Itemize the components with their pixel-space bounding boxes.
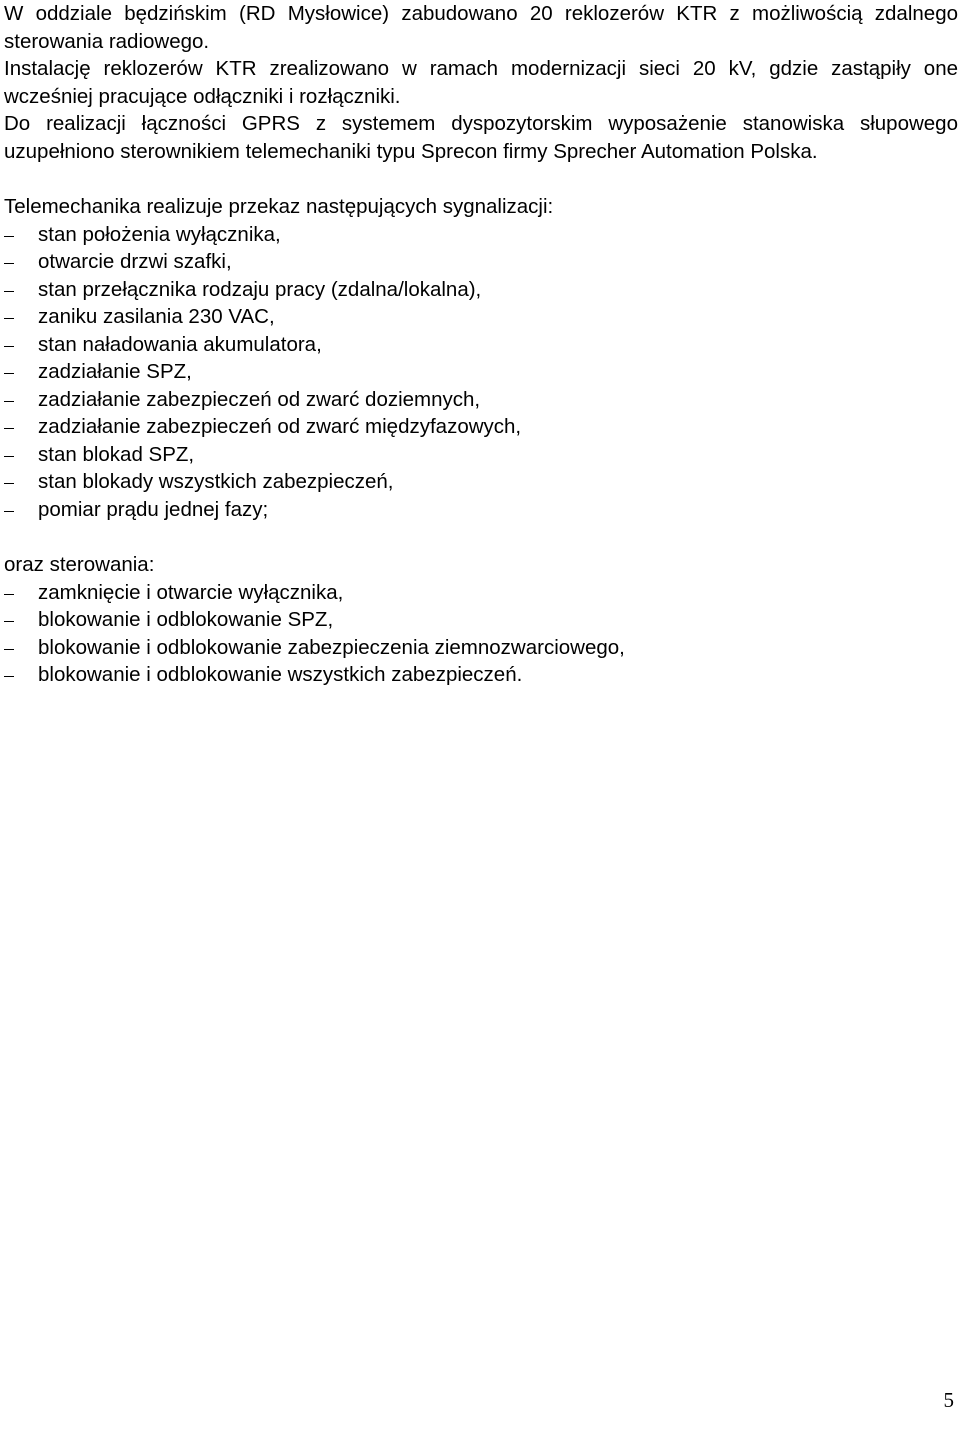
list-item <box>4 276 958 304</box>
list-item <box>4 579 958 607</box>
dash-bullet-icon <box>4 401 14 402</box>
list-item <box>4 441 958 469</box>
dash-bullet-icon <box>4 456 14 457</box>
list-item-text: stan przełącznika rodzaju pracy (zdalna/lokalna), <box>38 277 482 301</box>
dash-bullet-icon <box>4 676 14 677</box>
list-item-text: blokowanie i odblokowanie SPZ, <box>38 608 334 631</box>
paragraph-1: W oddziale będzińskim (RD Mysłowice) zabudowano 20 reklozerów KTR z możliwością zdalnego sterowania radiowego. <box>4 2 958 53</box>
paragraph-gap <box>4 165 958 193</box>
dash-bullet-icon <box>4 594 14 595</box>
list-item-text: pomiar prądu jednej fazy; <box>38 497 269 521</box>
list-item-text: blokowanie i odblokowanie zabezpieczenia ziemnozwarciowego, <box>38 635 625 659</box>
list-item <box>4 221 958 249</box>
dash-bullet-icon <box>4 346 14 347</box>
list-item-text: stan położenia wyłącznika, <box>38 222 281 246</box>
controls-list <box>4 579 958 689</box>
list-item <box>4 634 958 662</box>
list-item <box>4 413 958 441</box>
signals-intro: Telemechanika realizuje przekaz następujących sygnalizacji: <box>4 195 554 218</box>
dash-bullet-icon <box>4 428 14 429</box>
dash-bullet-icon <box>4 263 14 264</box>
paragraph-2: Instalację reklozerów KTR zrealizowano w ramach modernizacji sieci 20 kV, gdzie zastąpiły one wcześniej pracujące odłączniki i rozłączniki. <box>4 57 958 108</box>
list-item-text: zadziałanie zabezpieczeń od zwarć międzyfazowych, <box>38 415 522 438</box>
dash-bullet-icon <box>4 318 14 319</box>
page-number: 5 <box>943 1388 954 1412</box>
document-page <box>4 0 958 689</box>
list-item-text: otwarcie drzwi szafki, <box>38 250 232 273</box>
list-item <box>4 661 958 689</box>
list-item <box>4 468 958 496</box>
dash-bullet-icon <box>4 621 14 622</box>
list-item-text: zamknięcie i otwarcie wyłącznika, <box>38 580 344 604</box>
list-item <box>4 331 958 359</box>
list-item-text: blokowanie i odblokowanie wszystkich zabezpieczeń. <box>38 663 523 686</box>
dash-bullet-icon <box>4 483 14 484</box>
list-item <box>4 606 958 634</box>
list-item-text: zadziałanie SPZ, <box>38 360 192 383</box>
list-item-text: stan naładowania akumulatora, <box>38 332 322 356</box>
signals-list <box>4 221 958 524</box>
list-item <box>4 303 958 331</box>
list-item-text: stan blokady wszystkich zabezpieczeń, <box>38 470 394 493</box>
dash-bullet-icon <box>4 511 14 512</box>
list-item <box>4 386 958 414</box>
list-item <box>4 496 958 524</box>
dash-bullet-icon <box>4 291 14 292</box>
list-item-text: zadziałanie zabezpieczeń od zwarć doziemnych, <box>38 387 481 411</box>
paragraph-gap <box>4 523 958 551</box>
dash-bullet-icon <box>4 236 14 237</box>
list-item <box>4 358 958 386</box>
list-item-text: zaniku zasilania 230 VAC, <box>38 305 275 328</box>
controls-intro: oraz sterowania: <box>4 553 155 576</box>
list-item <box>4 248 958 276</box>
dash-bullet-icon <box>4 373 14 374</box>
list-item-text: stan blokad SPZ, <box>38 442 195 466</box>
paragraph-3: Do realizacji łączności GPRS z systemem dyspozytorskim wyposażenie stanowiska słupowego uzupełniono sterownikiem telemechaniki typu Sprecon firmy Sprecher Automation Polska. <box>4 112 958 163</box>
dash-bullet-icon <box>4 649 14 650</box>
